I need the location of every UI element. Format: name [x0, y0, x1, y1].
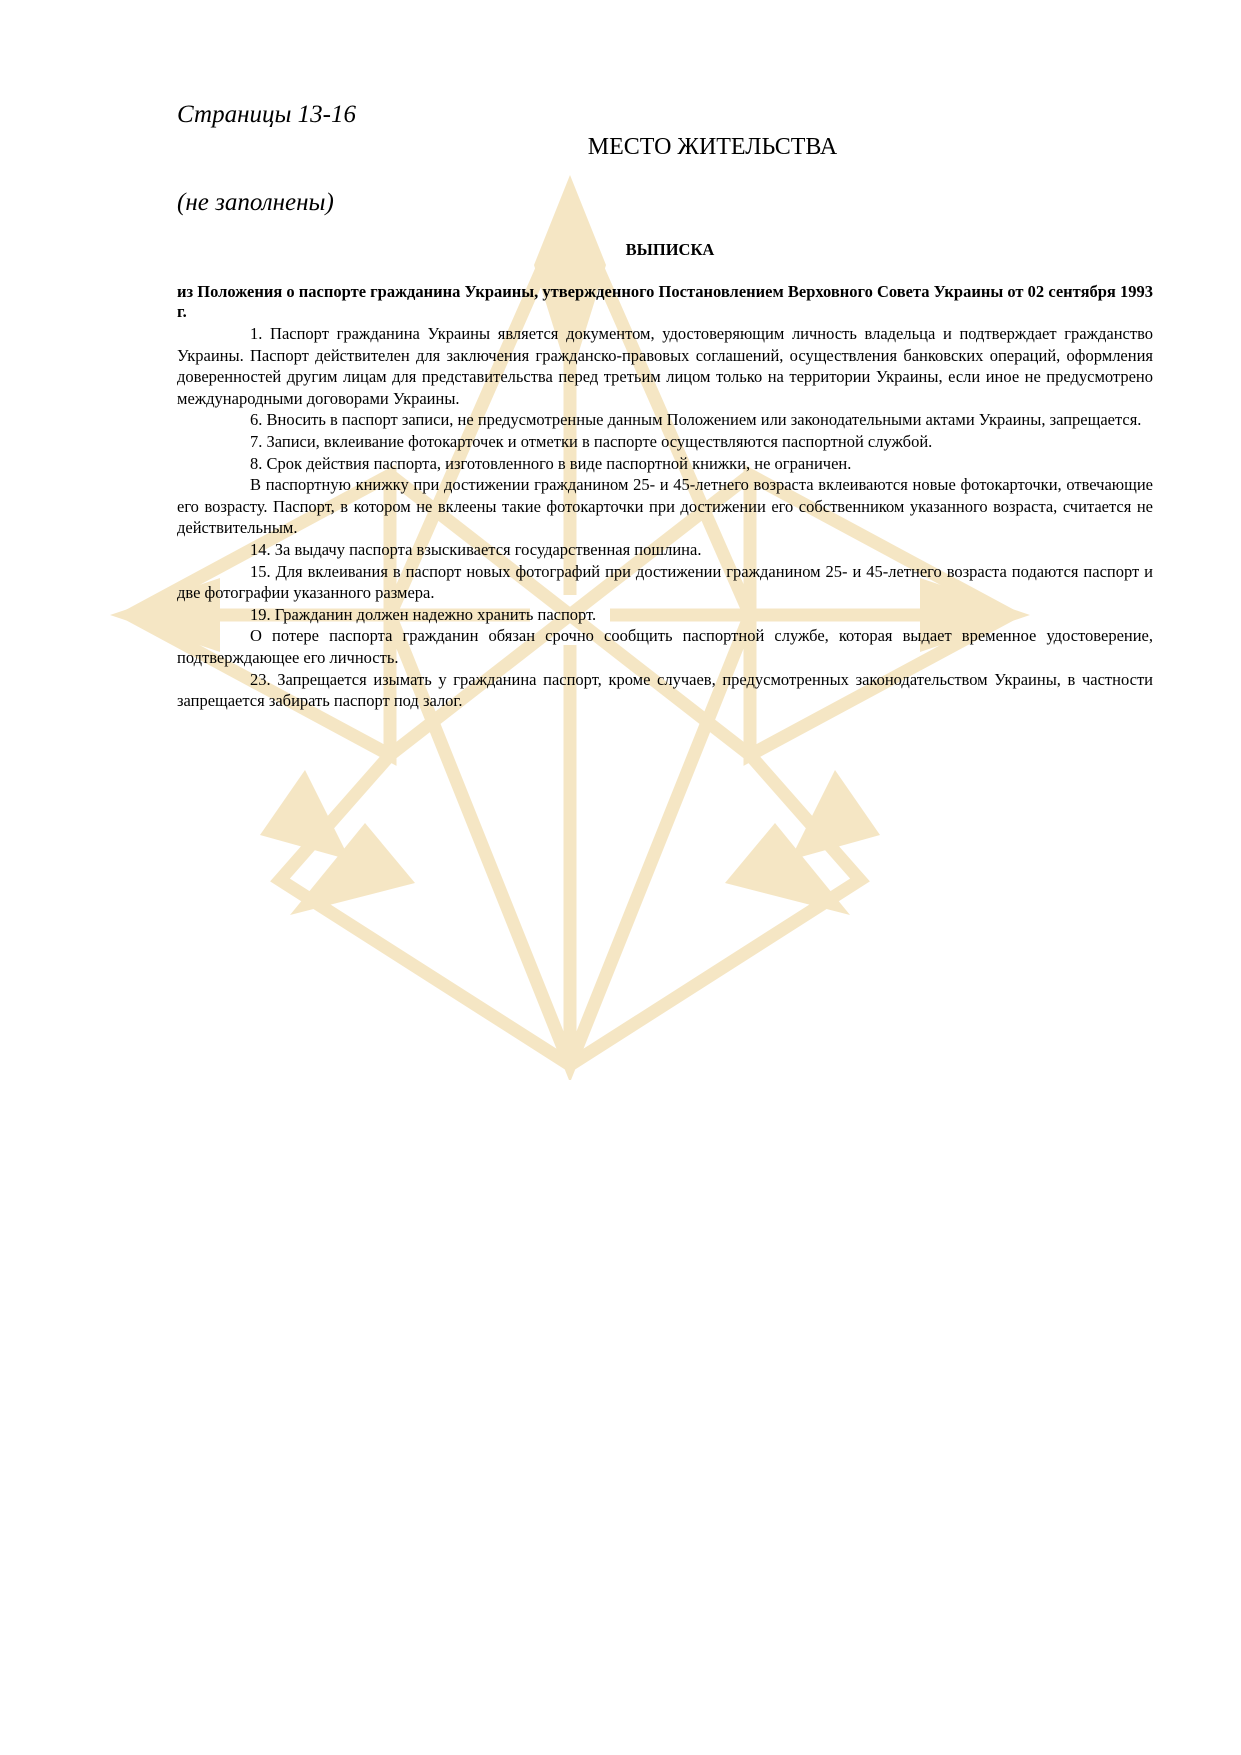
- pages-label: Страницы 13-16: [177, 101, 356, 128]
- clause-1: 1. Паспорт гражданина Украины является документом, удостоверяющим личность владельца и подтверждает гражданство Украины. Паспорт действителен для заключения гражданско-правовых соглашений, осуществления банковских операций, оформления доверенностей другим лицам для представительства перед третьим лицом только на территории Украины, если иное не предусмотрено международными договорами Украины.: [177, 324, 1153, 408]
- extract-title: ВЫПИСКА: [625, 240, 715, 259]
- not-filled-note: (не заполнены): [177, 189, 334, 216]
- extract-clauses: [177, 323, 1153, 712]
- clause-6: 6. Вносить в паспорт записи, не предусмотренные данным Положением или законодательными актами Украины, запрещается.: [250, 410, 1142, 430]
- clause-23: 23. Запрещается изымать у гражданина паспорт, кроме случаев, предусмотренных законодательством Украины, в частности запрещается забирать паспорт под залог.: [177, 669, 1153, 711]
- clause-19-continuation: О потере паспорта гражданин обязан срочно сообщить паспортной службе, которая выдает временное удостоверение, подтверждающее его личность.: [177, 626, 1153, 667]
- extract-subtitle: из Положения о паспорте гражданина Украины, утвержденного Постановлением Верховного Совета Украины от 02 сентября 1993 г.: [177, 282, 1153, 321]
- section-title: МЕСТО ЖИТЕЛЬСТВА: [587, 134, 838, 160]
- clause-14: 14. За выдачу паспорта взыскивается государственная пошлина.: [250, 539, 702, 559]
- clause-19: 19. Гражданин должен надежно хранить паспорт.: [250, 604, 597, 624]
- document-page: [177, 100, 1153, 712]
- clause-7: 7. Записи, вклеивание фотокарточек и отметки в паспорте осуществляются паспортной службой.: [250, 431, 933, 451]
- clause-8-continuation: В паспортную книжку при достижении гражданином 25- и 45-летнего возраста вклеиваются новые фотокарточки, отвечающие его возрасту. Паспорт, в котором не вклеены такие фотокарточки при достижении его собственником указанного возраста, считается не действительным.: [177, 475, 1153, 538]
- clause-8: 8. Срок действия паспорта, изготовленного в виде паспортной книжки, не ограничен.: [250, 453, 852, 473]
- clause-15: 15. Для вклеивания в паспорт новых фотографий при достижении гражданином 25- и 45-летнего возраста подаются паспорт и две фотографии указанного размера.: [177, 561, 1153, 603]
